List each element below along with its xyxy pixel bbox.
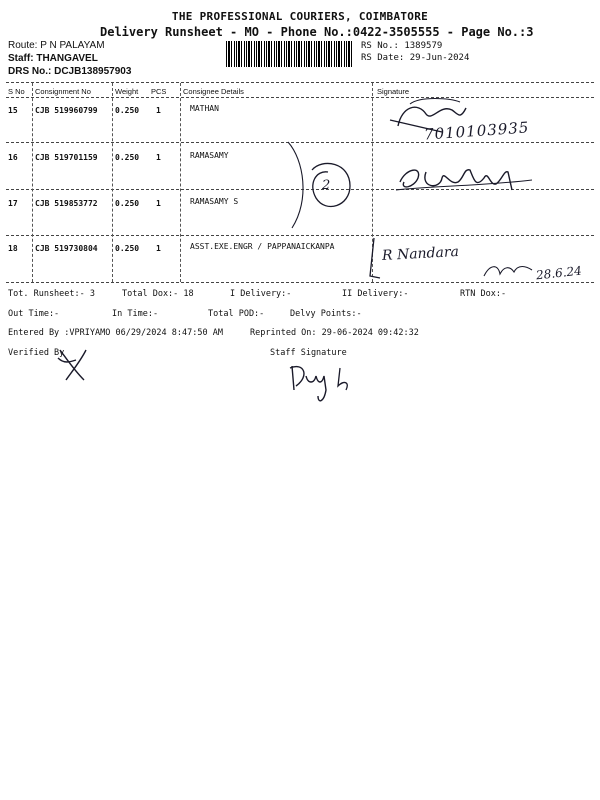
table-row-consignment: CJB 519730804 [35, 244, 98, 253]
rs-number: RS No.: 1389579 [361, 41, 443, 51]
col-header-weight: Weight [115, 87, 139, 96]
col-header-consignee: Consignee Details [183, 87, 244, 96]
table-row-sno: 16 [8, 153, 18, 162]
out-time: Out Time:- [8, 309, 60, 319]
table-bottom-line [6, 282, 594, 283]
table-row-weight: 0.250 [115, 244, 140, 253]
row15-phone-handwritten: 7010103935 [423, 118, 530, 144]
table-row-sno: 17 [8, 199, 18, 208]
table-row-consignment: CJB 519701159 [35, 153, 98, 162]
delvy-points: Delvy Points:- [290, 309, 362, 319]
table-row-sno: 18 [8, 244, 18, 253]
table-row-consignee: RAMASAMY [190, 151, 229, 160]
rs-date: RS Date: 29-Jun-2024 [361, 53, 470, 63]
rtn-dox: RTN Dox:- [460, 289, 507, 299]
staff-signature [284, 356, 364, 410]
barcode [226, 41, 354, 67]
verified-by-label: Verified By [8, 348, 65, 358]
entered-by: Entered By :VPRIYAMO 06/29/2024 8:47:50 AM [8, 328, 223, 338]
verified-by-signature [56, 344, 96, 384]
table-row-pcs: 1 [156, 244, 161, 253]
staff-label: Staff: THANGAVEL [8, 53, 98, 64]
column-divider [112, 83, 113, 282]
table-row-consignment: CJB 519960799 [35, 106, 98, 115]
i-delivery: I Delivery:- [230, 289, 292, 299]
ii-delivery: II Delivery:- [342, 289, 409, 299]
row-divider [6, 235, 594, 236]
tot-runsheet: Tot. Runsheet:- 3 [8, 289, 95, 299]
table-row-consignee: RAMASAMY S [190, 197, 239, 206]
col-header-pcs: PCS [151, 87, 167, 96]
table-row-weight: 0.250 [115, 199, 140, 208]
table-row-sno: 15 [8, 106, 18, 115]
column-divider [32, 83, 33, 282]
reprinted-on: Reprinted On: 29-06-2024 09:42:32 [250, 328, 419, 338]
column-divider [180, 83, 181, 282]
table-row-pcs: 1 [156, 106, 161, 115]
table-row-consignment: CJB 519853772 [35, 199, 98, 208]
row18-handwritten-date: 28.6.24 [535, 263, 583, 283]
table-top-line [6, 82, 594, 83]
col-header-consignment: Consignment No [35, 87, 91, 96]
table-row-consignee: ASST.EXE.ENGR / PAPPANAICKANPA [190, 242, 335, 251]
staff-signature-label: Staff Signature [270, 348, 347, 358]
runsheet-subtitle: Delivery Runsheet - MO - Phone No.:0422-3505555 - Page No.:3 [100, 25, 534, 39]
total-dox: Total Dox:- 18 [122, 289, 194, 299]
row18-signature-name: R Nandara [381, 243, 460, 265]
table-row-pcs: 1 [156, 199, 161, 208]
table-row-weight: 0.250 [115, 106, 140, 115]
table-row-pcs: 1 [156, 153, 161, 162]
drs-number: DRS No.: DCJB138957903 [8, 66, 132, 77]
col-header-sno: S No [8, 87, 25, 96]
table-row-weight: 0.250 [115, 153, 140, 162]
route-label: Route: P N PALAYAM [8, 40, 105, 51]
row16-circled-number: 2 [322, 178, 331, 193]
row18-initial-scribble [480, 260, 540, 282]
row16-signature [392, 160, 542, 200]
in-time: In Time:- [112, 309, 159, 319]
total-pod: Total POD:- [208, 309, 265, 319]
col-header-signature: Signature [377, 87, 410, 96]
table-row-consignee: MATHAN [190, 104, 219, 113]
company-title: THE PROFESSIONAL COURIERS, COIMBATORE [171, 10, 429, 23]
